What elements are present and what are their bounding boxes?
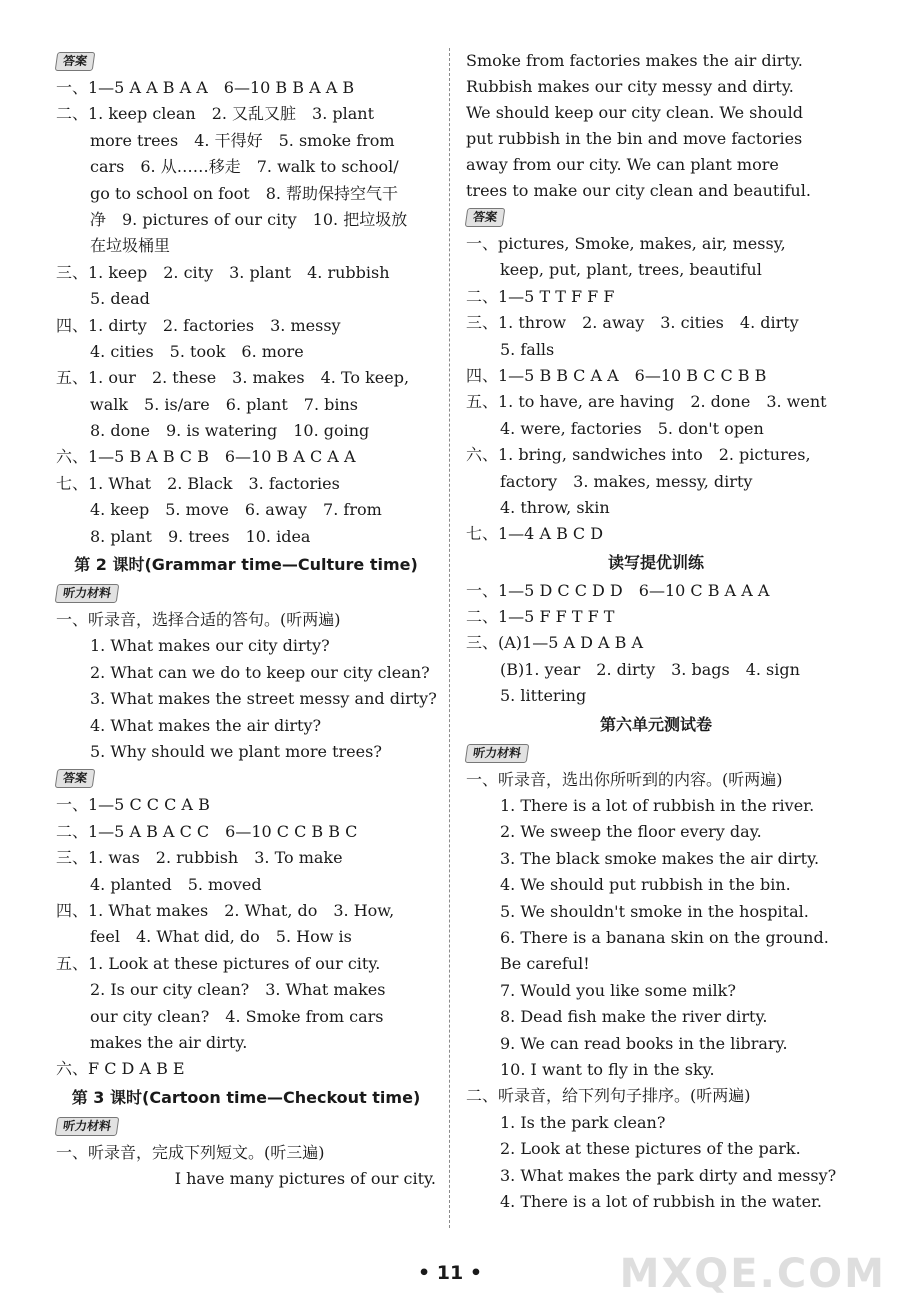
listening-line: 5. Why should we plant more trees? bbox=[90, 741, 382, 761]
answer-line: 2. Is our city clean? 3. What makes bbox=[90, 980, 386, 1000]
listening-line: 2. Look at these pictures of the park. bbox=[500, 1139, 801, 1159]
answer-block bbox=[56, 792, 436, 1082]
answer-line: walk 5. is/are 6. plant 7. bins bbox=[90, 394, 358, 414]
answer-line: 净 9. pictures of our city 10. 把垃圾放 bbox=[90, 209, 408, 229]
answer-line: 七、1. What 2. Black 3. factories bbox=[56, 473, 340, 493]
listening-line: 4. What makes the air dirty? bbox=[90, 715, 322, 735]
answer-line: 4. keep 5. move 6. away 7. from bbox=[90, 500, 382, 520]
listening-line: 8. Dead fish make the river dirty. bbox=[500, 1007, 768, 1027]
listening-line: 4. There is a lot of rubbish in the water. bbox=[500, 1191, 823, 1211]
listening-line: 一、听录音，选出你所听到的内容。(听两遍) bbox=[466, 769, 783, 789]
answer-line: 五、1. to have, are having 2. done 3. went bbox=[466, 392, 827, 412]
answer-line: 四、1—5 B B C A A 6—10 B C C B B bbox=[466, 365, 767, 385]
listening-block bbox=[466, 1083, 846, 1215]
listening-line: 7. Would you like some milk? bbox=[500, 980, 736, 1000]
passage-line: We should keep our city clean. We should bbox=[466, 103, 803, 122]
passage-line: put rubbish in the bin and move factories bbox=[466, 129, 803, 148]
answer-line: 三、1. keep 2. city 3. plant 4. rubbish bbox=[56, 262, 390, 282]
answer-line: makes the air dirty. bbox=[90, 1032, 248, 1052]
answer-line: 8. plant 9. trees 10. idea bbox=[90, 526, 311, 546]
answer-line: 二、1. keep clean 2. 又乱又脏 3. plant bbox=[56, 104, 375, 124]
section-heading: 第 3 课时(Cartoon time—Checkout time) bbox=[71, 1087, 421, 1107]
answer-line: 二、1—5 T T F F F bbox=[466, 286, 615, 306]
listening-label: 听力材料 bbox=[465, 744, 530, 763]
answer-line: keep, put, plant, trees, beautiful bbox=[500, 260, 762, 280]
left-column bbox=[56, 48, 436, 1192]
answer-line: 一、pictures, Smoke, makes, air, messy, bbox=[466, 234, 786, 253]
column-divider bbox=[449, 48, 450, 1228]
answer-line: 4. cities 5. took 6. more bbox=[90, 341, 304, 361]
answer-line: 一、1—5 C C C A B bbox=[56, 795, 210, 815]
answer-line: 七、1—4 A B C D bbox=[466, 524, 604, 544]
section-heading: 第 2 课时(Grammar time—Culture time) bbox=[74, 555, 418, 575]
answer-line: 二、1—5 A B A C C 6—10 C C B B C bbox=[56, 821, 358, 841]
answer-line: 五、1. Look at these pictures of our city. bbox=[56, 953, 381, 973]
listening-line: Be careful! bbox=[500, 954, 590, 974]
listening-line: 1. There is a lot of rubbish in the river. bbox=[500, 796, 815, 816]
answer-label: 答案 bbox=[465, 208, 506, 227]
watermark: MXQE.COM bbox=[619, 1251, 886, 1297]
listening-line: 3. What makes the street messy and dirty? bbox=[90, 689, 437, 709]
answer-line: 六、1—5 B A B C B 6—10 B A C A A bbox=[56, 447, 356, 467]
page-number: • 11 • bbox=[418, 1262, 482, 1284]
answer-line: 五、1. our 2. these 3. makes 4. To keep, bbox=[56, 368, 410, 388]
answer-line: 三、1. throw 2. away 3. cities 4. dirty bbox=[466, 313, 799, 333]
answer-line: 一、1—5 A A B A A 6—10 B B A A B bbox=[56, 78, 355, 97]
listening-line: 3. The black smoke makes the air dirty. bbox=[500, 848, 820, 868]
answer-line: 4. planted 5. moved bbox=[90, 874, 262, 894]
answer-line: 四、1. dirty 2. factories 3. messy bbox=[56, 315, 341, 335]
answer-line: 二、1—5 F F T F T bbox=[466, 607, 615, 627]
answer-line: 4. were, factories 5. don't open bbox=[500, 418, 764, 438]
section-heading: 读写提优训练 bbox=[607, 552, 704, 572]
passage bbox=[466, 48, 846, 204]
listening-label: 听力材料 bbox=[55, 584, 120, 603]
listening-block bbox=[56, 607, 436, 765]
answer-block bbox=[466, 578, 846, 710]
listening-line: 6. There is a banana skin on the ground. bbox=[500, 927, 829, 947]
answer-line: 在垃圾桶里 bbox=[90, 236, 171, 256]
listening-line: 二、听录音，给下列句子排序。(听两遍) bbox=[466, 1086, 751, 1106]
listening-line: 5. We shouldn't smoke in the hospital. bbox=[500, 901, 809, 921]
listening-line: 3. What makes the park dirty and messy? bbox=[500, 1165, 837, 1185]
listening-block bbox=[466, 767, 846, 1084]
answer-block bbox=[466, 231, 846, 548]
answer-line: 8. done 9. is watering 10. going bbox=[90, 421, 370, 441]
listening-line: 4. We should put rubbish in the bin. bbox=[500, 875, 791, 895]
listening-label: 听力材料 bbox=[55, 1117, 120, 1136]
answer-line: feel 4. What did, do 5. How is bbox=[90, 927, 352, 947]
answer-line: 4. throw, skin bbox=[500, 497, 610, 517]
listening-line: 1. What makes our city dirty? bbox=[90, 636, 330, 656]
answer-line: 一、1—5 D C C D D 6—10 C B A A A bbox=[466, 580, 770, 600]
answer-line: (B)1. year 2. dirty 3. bags 4. sign bbox=[500, 659, 800, 679]
answer-line: 5. littering bbox=[500, 686, 587, 706]
answer-label: 答案 bbox=[55, 769, 96, 788]
answer-line: more trees 4. 干得好 5. smoke from bbox=[90, 130, 395, 150]
answer-line: factory 3. makes, messy, dirty bbox=[500, 471, 753, 491]
answer-line: cars 6. 从……移走 7. walk to school/ bbox=[90, 157, 399, 177]
listening-line: 10. I want to fly in the sky. bbox=[500, 1059, 715, 1079]
listening-line: 9. We can read books in the library. bbox=[500, 1033, 788, 1053]
answer-line: 三、1. was 2. rubbish 3. To make bbox=[56, 848, 343, 868]
answer-line: 四、1. What makes 2. What, do 3. How, bbox=[56, 900, 395, 920]
answer-line: 六、1. bring, sandwiches into 2. pictures, bbox=[466, 445, 811, 465]
answer-line: 六、F C D A B E bbox=[56, 1059, 185, 1079]
answer-line: 三、(A)1—5 A D A B A bbox=[466, 633, 644, 653]
listening-line: 一、听录音，完成下列短文。(听三遍) bbox=[56, 1142, 325, 1162]
passage-line: away from our city. We can plant more bbox=[466, 155, 779, 174]
passage-line: Smoke from factories makes the air dirty. bbox=[466, 51, 803, 70]
answer-line: 5. falls bbox=[500, 339, 555, 359]
listening-line: I have many pictures of our city. bbox=[174, 1169, 436, 1189]
right-column bbox=[466, 48, 846, 1215]
listening-line: 一、听录音，选择合适的答句。(听两遍) bbox=[56, 610, 341, 630]
section-heading: 第六单元测试卷 bbox=[599, 714, 712, 734]
passage-line: Rubbish makes our city messy and dirty. bbox=[466, 77, 794, 96]
listening-line: 2. We sweep the floor every day. bbox=[500, 822, 762, 842]
listening-line: 1. Is the park clean? bbox=[500, 1112, 666, 1132]
answer-line: go to school on foot 8. 帮助保持空气干 bbox=[90, 183, 399, 203]
answer-label: 答案 bbox=[55, 52, 96, 71]
answer-line: our city clean? 4. Smoke from cars bbox=[90, 1006, 384, 1026]
answer-block bbox=[56, 75, 436, 550]
answer-line: 5. dead bbox=[90, 289, 150, 309]
listening-line: 2. What can we do to keep our city clean? bbox=[90, 662, 430, 682]
passage-line: trees to make our city clean and beautiful. bbox=[466, 181, 811, 200]
